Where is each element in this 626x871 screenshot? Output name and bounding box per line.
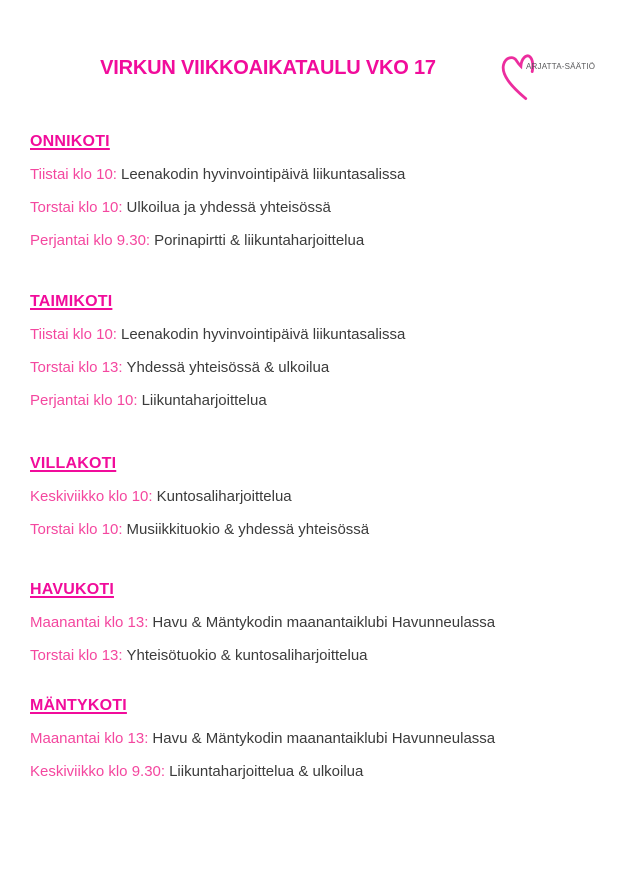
entry-time: Maanantai klo 13: xyxy=(30,614,149,631)
schedule-entry xyxy=(30,755,616,788)
schedule-entry xyxy=(30,480,616,513)
entry-activity: Havu & Mäntykodin maanantaiklubi Havunneulassa xyxy=(152,614,496,631)
schedule-entry xyxy=(30,158,616,191)
section-heading: ONNIKOTI xyxy=(30,133,110,150)
entry-time: Tiistai klo 10: xyxy=(30,166,117,183)
entry-time: Torstai klo 10: xyxy=(30,199,123,216)
section-heading: MÄNTYKOTI xyxy=(30,697,127,714)
schedule-entry xyxy=(30,318,616,351)
entry-activity: Leenakodin hyvinvointipäivä liikuntasalissa xyxy=(120,326,406,343)
section-heading: TAIMIKOTI xyxy=(30,293,113,310)
logo xyxy=(496,50,616,106)
entry-time: Keskiviikko klo 10: xyxy=(30,488,153,505)
section-heading: HAVUKOTI xyxy=(30,581,114,598)
schedule-entry xyxy=(30,639,616,672)
section-taimikoti xyxy=(30,285,616,417)
entry-time: Tiistai klo 10: xyxy=(30,326,117,343)
logo-text: ARJATTA-SÄÄTIÖ xyxy=(526,62,596,71)
schedule-entry xyxy=(30,351,616,384)
entry-activity: Yhteisötuokio & kuntosaliharjoittelua xyxy=(126,647,368,664)
entry-time: Maanantai klo 13: xyxy=(30,730,149,747)
entry-activity: Liikuntaharjoittelua & ulkoilua xyxy=(169,763,364,780)
entry-activity: Musiikkituokio & yhdessä yhteisössä xyxy=(126,521,370,538)
schedule-entry xyxy=(30,224,616,257)
section-onnikoti xyxy=(30,125,616,257)
page-title: VIRKUN VIIKKOAIKATAULU VKO 17 xyxy=(100,57,436,79)
entry-time: Perjantai klo 10: xyxy=(30,392,138,409)
schedule-entry xyxy=(30,384,616,417)
entry-activity: Porinapirtti & liikuntaharjoittelua xyxy=(154,232,365,249)
section-heading: VILLAKOTI xyxy=(30,455,117,472)
schedule-entry xyxy=(30,606,616,639)
entry-time: Perjantai klo 9.30: xyxy=(30,232,151,249)
entry-time: Torstai klo 13: xyxy=(30,359,123,376)
schedule-entry xyxy=(30,722,616,755)
heart-icon xyxy=(496,50,536,104)
schedule-entry xyxy=(30,513,616,546)
section-mantykoti xyxy=(30,689,616,788)
entry-activity: Liikuntaharjoittelua xyxy=(141,392,267,409)
entry-time: Torstai klo 13: xyxy=(30,647,123,664)
entry-activity: Yhdessä yhteisössä & ulkoilua xyxy=(126,359,330,376)
entry-activity: Ulkoilua ja yhdessä yhteisössä xyxy=(126,199,331,216)
section-havukoti xyxy=(30,573,616,672)
section-villakoti xyxy=(30,447,616,546)
entry-activity: Kuntosaliharjoittelua xyxy=(156,488,292,505)
entry-time: Keskiviikko klo 9.30: xyxy=(30,763,166,780)
entry-activity: Leenakodin hyvinvointipäivä liikuntasalissa xyxy=(120,166,406,183)
entry-activity: Havu & Mäntykodin maanantaiklubi Havunneulassa xyxy=(152,730,496,747)
schedule-entry xyxy=(30,191,616,224)
entry-time: Torstai klo 10: xyxy=(30,521,123,538)
